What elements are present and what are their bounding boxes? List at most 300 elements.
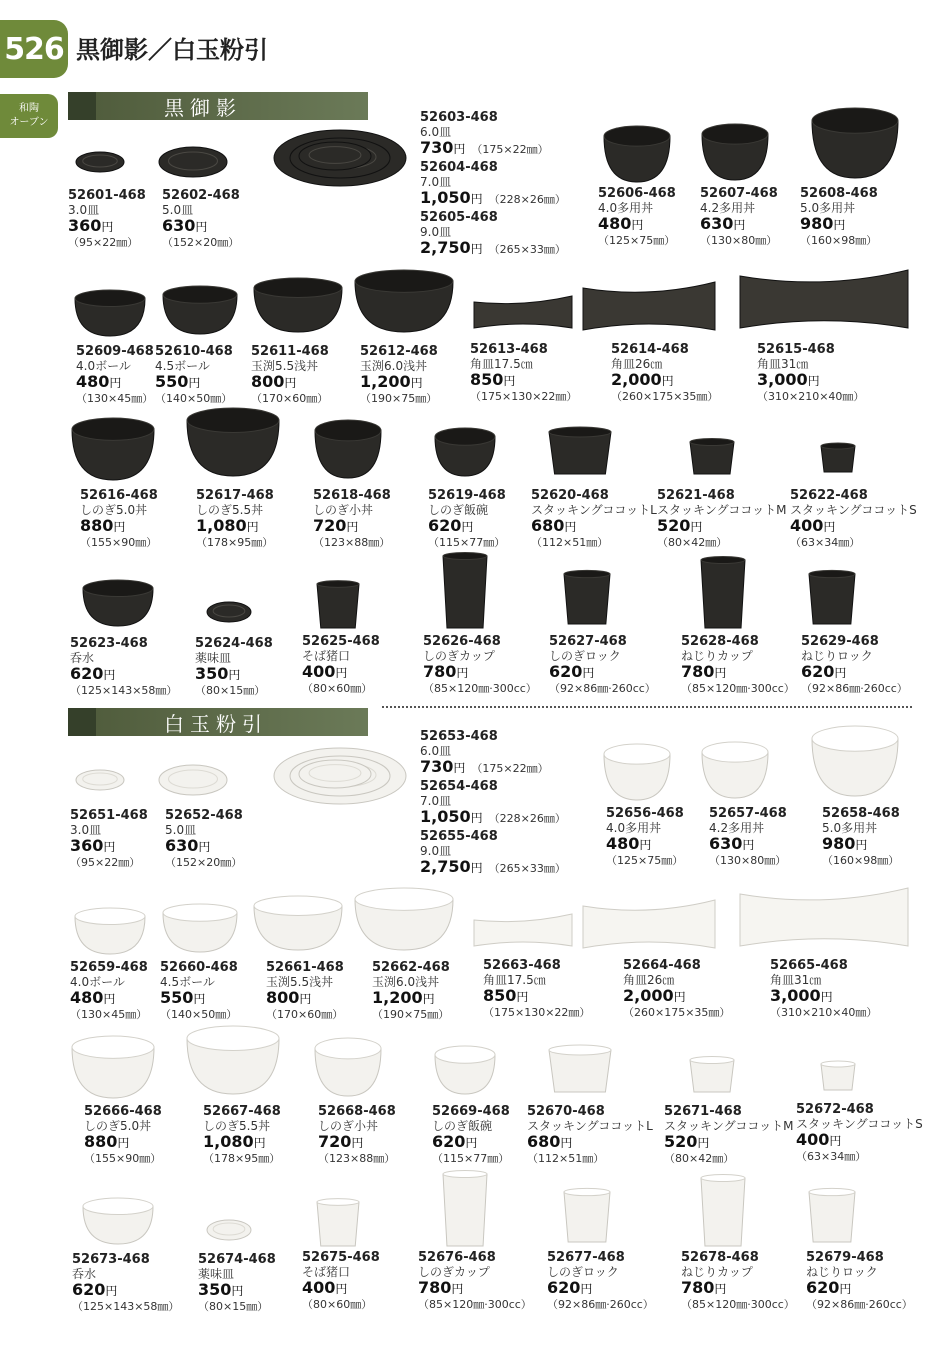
product-size: （178×95㎜） xyxy=(203,1152,281,1165)
product-code: 52603-468 xyxy=(420,110,498,125)
product-code: 52656-468 xyxy=(606,806,684,821)
product-code: 52660-468 xyxy=(160,960,238,975)
product-price: 360円 xyxy=(68,216,114,235)
tray-pic xyxy=(583,282,715,330)
cup-pic xyxy=(549,432,611,474)
product-code: 52657-468 xyxy=(709,806,787,821)
product-code: 52665-468 xyxy=(770,958,848,973)
product-price: 780円 xyxy=(681,662,727,681)
plate-group-item xyxy=(420,110,580,158)
product-name: 角皿31㎝ xyxy=(770,973,822,987)
product-size: （140×50㎜） xyxy=(160,1008,238,1021)
bowl-pic-rim xyxy=(72,418,154,440)
side-tab-line-2: オーブン xyxy=(9,117,49,128)
cup-pic-rim xyxy=(317,1199,359,1206)
product-size: （125×75㎜） xyxy=(606,854,684,867)
product-size: （310×210×40㎜） xyxy=(770,1006,878,1019)
product-price: 1,200円 xyxy=(372,988,435,1007)
product-price: 1,050円 xyxy=(420,807,483,826)
product-price: 3,000円 xyxy=(757,370,820,389)
product-code: 52620-468 xyxy=(531,488,609,503)
product-name: 角皿17.5㎝ xyxy=(483,973,546,987)
product-size: （175×130×22㎜） xyxy=(470,390,578,403)
product-code: 52607-468 xyxy=(700,186,778,201)
cup-pic xyxy=(443,556,487,628)
cup-pic-rim xyxy=(549,1045,611,1055)
product-item xyxy=(162,188,312,250)
product-code: 52658-468 xyxy=(822,806,900,821)
product-code: 52667-468 xyxy=(203,1104,281,1119)
product-name: しのぎ飯碗 xyxy=(428,503,489,517)
plate-group-item xyxy=(420,829,580,877)
cup-pic-rim xyxy=(317,581,359,588)
product-price: 630円 xyxy=(709,834,755,853)
product-name: 4.0ボール xyxy=(76,359,131,373)
product-code: 52604-468 xyxy=(420,160,498,175)
product-price: 720円 xyxy=(313,516,359,535)
cup-pic xyxy=(317,1202,359,1246)
product-code: 52670-468 xyxy=(527,1104,605,1119)
product-price: 620円 xyxy=(806,1278,852,1297)
product-size: （125×75㎜） xyxy=(598,234,676,247)
product-price: 780円 xyxy=(423,662,469,681)
product-price: 550円 xyxy=(155,372,201,391)
product-price: 620円 xyxy=(549,662,595,681)
product-size: （85×120㎜·300cc） xyxy=(681,682,795,695)
product-item xyxy=(657,488,807,550)
product-size: （125×143×58㎜） xyxy=(72,1300,180,1313)
cup-pic xyxy=(701,1178,745,1246)
product-price: 3,000円 xyxy=(770,986,833,1005)
product-size: （140×50㎜） xyxy=(155,392,233,405)
product-code: 52676-468 xyxy=(418,1250,496,1265)
product-size: （178×95㎜） xyxy=(196,536,274,549)
product-item xyxy=(470,342,620,404)
product-code: 52615-468 xyxy=(757,342,835,357)
plate-group-item xyxy=(420,160,580,208)
product-name: スタッキングココットM xyxy=(657,503,787,517)
side-tab-line-1: 和陶 xyxy=(19,103,39,114)
product-code: 52625-468 xyxy=(302,634,380,649)
cup-pic xyxy=(701,560,745,628)
product-name: スタッキングココットS xyxy=(790,503,917,517)
product-name: スタッキングココットL xyxy=(531,503,657,517)
bowl-pic-rim xyxy=(812,726,898,751)
product-price: 2,750円 xyxy=(420,238,483,257)
product-price: 680円 xyxy=(527,1132,573,1151)
product-name: しのぎロック xyxy=(549,649,621,663)
product-price: 620円 xyxy=(72,1280,118,1299)
product-size: （152×20㎜） xyxy=(162,236,240,249)
cup-pic xyxy=(809,1192,855,1242)
product-name: 9.0皿 xyxy=(420,844,452,858)
product-size: （80×15㎜） xyxy=(195,684,266,697)
product-code: 52617-468 xyxy=(196,488,274,503)
product-item xyxy=(800,186,942,248)
product-size: （80×60㎜） xyxy=(302,682,373,695)
cup-pic-rim xyxy=(821,1061,855,1067)
bowl-pic-rim xyxy=(83,1198,153,1215)
product-name: 5.0皿 xyxy=(162,203,194,217)
product-code: 52659-468 xyxy=(70,960,148,975)
product-item xyxy=(483,958,633,1020)
cup-pic xyxy=(690,442,734,474)
product-size: （130×45㎜） xyxy=(76,392,154,405)
product-name: 4.0ボール xyxy=(70,975,125,989)
cup-pic-rim xyxy=(821,443,855,449)
product-code: 52612-468 xyxy=(360,344,438,359)
product-name: 薬味皿 xyxy=(195,651,232,665)
product-item xyxy=(611,342,761,404)
tray-pic xyxy=(740,270,908,328)
section-title-white: 白玉粉引 xyxy=(164,711,268,736)
product-size: （130×45㎜） xyxy=(70,1008,148,1021)
product-name: そば猪口 xyxy=(302,1265,351,1279)
product-item xyxy=(418,1250,568,1312)
product-code: 52662-468 xyxy=(372,960,450,975)
product-price: 400円 xyxy=(790,516,836,535)
product-name: 薬味皿 xyxy=(198,1267,235,1281)
product-size: （260×175×35㎜） xyxy=(611,390,719,403)
product-name: スタッキングココットM xyxy=(664,1119,794,1133)
product-code: 52627-468 xyxy=(549,634,627,649)
product-price: 2,000円 xyxy=(623,986,686,1005)
product-item xyxy=(623,958,773,1020)
product-name: ねじりカップ xyxy=(681,1265,753,1279)
product-size: （85×120㎜·300cc） xyxy=(418,1298,532,1311)
product-code: 52674-468 xyxy=(198,1252,276,1267)
product-name: 6.0皿 xyxy=(420,744,452,758)
product-name: 4.5ボール xyxy=(160,975,215,989)
cup-pic-rim xyxy=(443,552,487,559)
product-size: （92×86㎜·260cc） xyxy=(801,682,908,695)
product-price: 480円 xyxy=(606,834,652,853)
product-item xyxy=(549,634,699,696)
bowl-pic-rim xyxy=(812,108,898,133)
product-price: 520円 xyxy=(664,1132,710,1151)
bowl-pic-rim xyxy=(187,1026,279,1050)
product-size: （152×20㎜） xyxy=(165,856,243,869)
cup-pic-rim xyxy=(809,570,855,577)
product-item xyxy=(770,958,920,1020)
product-code: 52668-468 xyxy=(318,1104,396,1119)
bowl-pic-rim xyxy=(604,126,670,146)
product-size: （175×22㎜） xyxy=(471,762,549,775)
product-code: 52651-468 xyxy=(70,808,148,823)
product-code: 52677-468 xyxy=(547,1250,625,1265)
product-price: 730円 xyxy=(420,138,466,157)
cup-pic-rim xyxy=(690,1056,734,1063)
product-price: 400円 xyxy=(796,1130,842,1149)
product-price: 480円 xyxy=(598,214,644,233)
bowl-pic-rim xyxy=(254,278,342,297)
bowl-pic-rim xyxy=(163,904,237,921)
cup-pic xyxy=(809,574,855,624)
product-name: 5.0皿 xyxy=(165,823,197,837)
product-item xyxy=(527,1104,677,1166)
product-price: 620円 xyxy=(801,662,847,681)
product-name: 4.0多用丼 xyxy=(598,201,654,215)
product-code: 52628-468 xyxy=(681,634,759,649)
product-code: 52626-468 xyxy=(423,634,501,649)
product-name: 角皿26㎝ xyxy=(611,357,663,371)
product-code: 52653-468 xyxy=(420,729,498,744)
product-code: 52619-468 xyxy=(428,488,506,503)
product-price: 2,750円 xyxy=(420,857,483,876)
product-size: （130×80㎜） xyxy=(700,234,778,247)
bowl-pic-rim xyxy=(702,124,768,144)
product-price: 480円 xyxy=(70,988,116,1007)
product-code: 52616-468 xyxy=(80,488,158,503)
product-code: 52675-468 xyxy=(302,1250,380,1265)
product-price: 400円 xyxy=(302,662,348,681)
product-name: しのぎ5.5丼 xyxy=(196,503,264,517)
product-size: （80×60㎜） xyxy=(302,1298,373,1311)
product-price: 620円 xyxy=(70,664,116,683)
product-code: 52664-468 xyxy=(623,958,701,973)
product-name: そば猪口 xyxy=(302,649,351,663)
section-title-black: 黒御影 xyxy=(164,95,242,120)
plate-group-item xyxy=(420,729,580,777)
product-price: 680円 xyxy=(531,516,577,535)
product-size: （112×51㎜） xyxy=(531,536,609,549)
page-number: 526 xyxy=(0,20,68,78)
product-size: （80×15㎜） xyxy=(198,1300,269,1313)
cup-pic xyxy=(564,1192,610,1242)
product-size: （170×60㎜） xyxy=(266,1008,344,1021)
product-size: （92×86㎜·260cc） xyxy=(547,1298,654,1311)
product-name: 玉渕6.0浅丼 xyxy=(372,975,440,989)
bowl-pic-rim xyxy=(315,1038,381,1059)
product-name: 玉渕6.0浅丼 xyxy=(360,359,428,373)
product-name: しのぎ小丼 xyxy=(313,503,374,517)
product-size: （190×75㎜） xyxy=(360,392,438,405)
bowl-pic-rim xyxy=(72,1036,154,1058)
product-price: 350円 xyxy=(198,1280,244,1299)
product-size: （175×22㎜） xyxy=(471,143,549,156)
product-code: 52678-468 xyxy=(681,1250,759,1265)
tray-pic xyxy=(474,296,572,328)
product-price: 980円 xyxy=(822,834,868,853)
product-size: （190×75㎜） xyxy=(372,1008,450,1021)
product-size: （95×22㎜） xyxy=(68,236,139,249)
cup-pic xyxy=(317,584,359,628)
product-size: （115×77㎜） xyxy=(432,1152,510,1165)
product-size: （92×86㎜·260cc） xyxy=(806,1298,913,1311)
product-name: しのぎ5.0丼 xyxy=(80,503,148,517)
cup-pic xyxy=(443,1174,487,1246)
product-size: （170×60㎜） xyxy=(251,392,329,405)
product-name: 呑水 xyxy=(72,1267,97,1281)
product-name: 玉渕5.5浅丼 xyxy=(266,975,334,989)
product-name: 4.2多用丼 xyxy=(709,821,765,835)
product-code: 52614-468 xyxy=(611,342,689,357)
product-price: 880円 xyxy=(84,1132,130,1151)
product-code: 52606-468 xyxy=(598,186,676,201)
bowl-pic-rim xyxy=(702,742,768,762)
product-name: 4.0多用丼 xyxy=(606,821,662,835)
tray-pic xyxy=(740,888,908,946)
product-name: しのぎ小丼 xyxy=(318,1119,379,1133)
product-size: （228×26㎜） xyxy=(488,812,566,825)
product-size: （260×175×35㎜） xyxy=(623,1006,731,1019)
product-code: 52618-468 xyxy=(313,488,391,503)
product-name: 6.0皿 xyxy=(420,125,452,139)
product-price: 1,080円 xyxy=(196,516,259,535)
product-name: 角皿31㎝ xyxy=(757,357,809,371)
product-size: （123×88㎜） xyxy=(318,1152,396,1165)
product-item xyxy=(664,1104,814,1166)
product-name: 9.0皿 xyxy=(420,225,452,239)
product-size: （80×42㎜） xyxy=(657,536,728,549)
bowl-pic-rim xyxy=(435,1046,495,1063)
cup-pic-rim xyxy=(690,438,734,445)
product-size: （123×88㎜） xyxy=(313,536,391,549)
product-price: 1,050円 xyxy=(420,188,483,207)
cup-pic xyxy=(821,446,855,472)
cup-pic-rim xyxy=(701,1174,745,1181)
product-item xyxy=(806,1250,942,1312)
product-name: 4.5ボール xyxy=(155,359,210,373)
white-plate-group xyxy=(420,729,580,879)
product-code: 52609-468 xyxy=(76,344,154,359)
bowl-pic-rim xyxy=(355,888,453,910)
product-name: 角皿17.5㎝ xyxy=(470,357,533,371)
product-name: しのぎロック xyxy=(547,1265,619,1279)
product-size: （85×120㎜·300cc） xyxy=(423,682,537,695)
product-price: 550円 xyxy=(160,988,206,1007)
product-name: しのぎ5.0丼 xyxy=(84,1119,152,1133)
cup-pic xyxy=(690,1060,734,1092)
product-code: 52654-468 xyxy=(420,779,498,794)
product-size: （155×90㎜） xyxy=(80,536,158,549)
product-price: 400円 xyxy=(302,1278,348,1297)
product-item xyxy=(757,342,907,404)
product-price: 1,200円 xyxy=(360,372,423,391)
product-item xyxy=(547,1250,697,1312)
product-name: しのぎ飯碗 xyxy=(432,1119,493,1133)
product-name: ねじりカップ xyxy=(681,649,753,663)
product-price: 350円 xyxy=(195,664,241,683)
cup-pic-rim xyxy=(564,570,610,577)
product-size: （228×26㎜） xyxy=(488,193,566,206)
product-name: 4.2多用丼 xyxy=(700,201,756,215)
cup-pic-rim xyxy=(564,1188,610,1195)
product-price: 2,000円 xyxy=(611,370,674,389)
bowl-pic-rim xyxy=(187,408,279,432)
product-size: （115×77㎜） xyxy=(428,536,506,549)
product-code: 52666-468 xyxy=(84,1104,162,1119)
product-code: 52608-468 xyxy=(800,186,878,201)
product-item xyxy=(801,634,942,696)
product-code: 52672-468 xyxy=(796,1102,874,1117)
product-code: 52669-468 xyxy=(432,1104,510,1119)
product-name: スタッキングココットS xyxy=(796,1117,923,1131)
product-code: 52605-468 xyxy=(420,210,498,225)
product-code: 52624-468 xyxy=(195,636,273,651)
product-price: 800円 xyxy=(266,988,312,1007)
product-name: 7.0皿 xyxy=(420,175,452,189)
product-code: 52671-468 xyxy=(664,1104,742,1119)
product-code: 52655-468 xyxy=(420,829,498,844)
product-name: 5.0多用丼 xyxy=(822,821,878,835)
tray-pic xyxy=(474,914,572,946)
product-name: ねじりロック xyxy=(806,1265,878,1279)
plate-group-item xyxy=(420,210,580,258)
product-size: （310×210×40㎜） xyxy=(757,390,865,403)
product-size: （125×143×58㎜） xyxy=(70,684,178,697)
bowl-pic-rim xyxy=(163,286,237,303)
product-code: 52622-468 xyxy=(790,488,868,503)
product-name: しのぎカップ xyxy=(418,1265,490,1279)
cup-pic xyxy=(549,1050,611,1092)
product-code: 52601-468 xyxy=(68,188,146,203)
bowl-pic-rim xyxy=(435,428,495,445)
product-name: ねじりロック xyxy=(801,649,873,663)
product-item xyxy=(165,808,315,870)
product-name: 7.0皿 xyxy=(420,794,452,808)
bowl-pic-rim xyxy=(355,270,453,292)
bowl-pic-rim xyxy=(254,896,342,915)
product-name: 3.0皿 xyxy=(70,823,102,837)
cup-pic-rim xyxy=(443,1170,487,1177)
bowl-pic-rim xyxy=(83,580,153,597)
product-price: 800円 xyxy=(251,372,297,391)
product-size: （265×33㎜） xyxy=(488,243,566,256)
product-price: 520円 xyxy=(657,516,703,535)
cup-pic-rim xyxy=(701,556,745,563)
product-price: 880円 xyxy=(80,516,126,535)
product-size: （80×42㎜） xyxy=(664,1152,735,1165)
bowl-pic-rim xyxy=(604,744,670,764)
cup-pic xyxy=(564,574,610,624)
product-size: （130×80㎜） xyxy=(709,854,787,867)
product-size: （155×90㎜） xyxy=(84,1152,162,1165)
product-price: 620円 xyxy=(428,516,474,535)
product-size: （95×22㎜） xyxy=(70,856,141,869)
product-item xyxy=(790,488,940,550)
product-name: 5.0多用丼 xyxy=(800,201,856,215)
product-code: 52629-468 xyxy=(801,634,879,649)
product-code: 52613-468 xyxy=(470,342,548,357)
product-name: スタッキングココットL xyxy=(527,1119,653,1133)
product-price: 630円 xyxy=(700,214,746,233)
product-price: 480円 xyxy=(76,372,122,391)
product-size: （175×130×22㎜） xyxy=(483,1006,591,1019)
product-code: 52623-468 xyxy=(70,636,148,651)
product-size: （160×98㎜） xyxy=(800,234,878,247)
cup-pic-rim xyxy=(809,1188,855,1195)
product-price: 620円 xyxy=(432,1132,478,1151)
product-item xyxy=(822,806,942,868)
product-size: （63×34㎜） xyxy=(790,536,861,549)
product-name: 3.0皿 xyxy=(68,203,100,217)
product-price: 850円 xyxy=(483,986,529,1005)
product-price: 780円 xyxy=(418,1278,464,1297)
product-price: 780円 xyxy=(681,1278,727,1297)
product-price: 720円 xyxy=(318,1132,364,1151)
product-size: （265×33㎜） xyxy=(488,862,566,875)
product-size: （92×86㎜·260cc） xyxy=(549,682,656,695)
bowl-pic-rim xyxy=(315,420,381,441)
product-name: 角皿26㎝ xyxy=(623,973,675,987)
product-price: 630円 xyxy=(165,836,211,855)
product-code: 52673-468 xyxy=(72,1252,150,1267)
cup-pic-rim xyxy=(549,427,611,437)
product-price: 620円 xyxy=(547,1278,593,1297)
cup-pic xyxy=(821,1064,855,1090)
product-name: しのぎ5.5丼 xyxy=(203,1119,271,1133)
